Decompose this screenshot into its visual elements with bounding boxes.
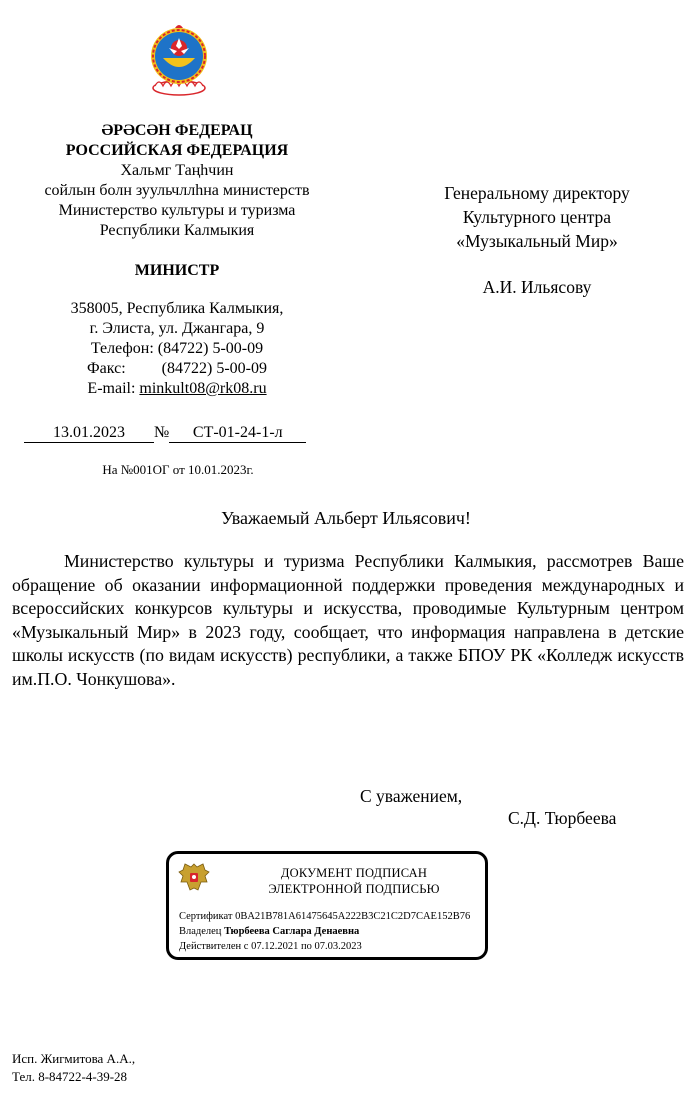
greeting: Уважаемый Альберт Ильясович! — [221, 508, 471, 528]
email-line — [20, 379, 334, 399]
header-role: МИНИСТР — [134, 262, 220, 279]
stamp-certificate-value: 0BA21B781A61475645A222B3C21C2D7CAE152B76 — [235, 911, 471, 922]
stamp-valid-from: 07.12.2021 — [251, 941, 299, 952]
signer-name: С.Д. Тюрбеева — [508, 808, 617, 828]
stamp-certificate-label: Сертификат — [179, 911, 236, 922]
executor-phone: Тел. 8-84722-4-39-28 — [12, 1069, 128, 1084]
header-line-ministry-kalmyk: сойлын болн зуульчллһна министерств — [44, 182, 310, 199]
letter-body — [12, 550, 684, 691]
stamp-owner-label: Владелец — [179, 926, 225, 937]
stamp-certificate — [179, 911, 470, 922]
stamp-title-line-2: ЭЛЕКТРОННОЙ ПОДПИСЬЮ — [268, 882, 440, 896]
header-line-kalmyk-title: Хальмг Таңһчин — [120, 162, 234, 179]
kalmykia-emblem-icon — [145, 22, 213, 98]
reg-number-label: № — [154, 424, 170, 441]
stamp-owner-value: Тюрбеева Саглара Денаевна — [224, 926, 360, 937]
addressee-line-1: Генеральному директору — [444, 183, 630, 203]
fax-value: (84722) 5-00-09 — [161, 360, 267, 377]
address-line-2: г. Элиста, ул. Джангара, 9 — [89, 320, 265, 337]
registration-line — [24, 424, 306, 443]
header-line-ministry: Министерство культуры и туризма — [58, 202, 296, 219]
header-line-republic: Республики Калмыкия — [99, 222, 255, 239]
email-link[interactable]: minkult08@rk08.ru — [139, 380, 267, 397]
fax-line — [20, 359, 334, 379]
header-line-kalmyk-federation: ӘРӘСӘН ФЕДЕРАЦ — [101, 122, 253, 139]
letter-body-paragraph: Министерство культуры и туризма Республики Калмыкия, рассмотрев Ваше обращение об оказании информационной поддержки проведения международных и всероссийских конкурсов культуры и искусства, проводимые Культурным центром «Музыкальный Мир» в 2023 году, сообщает, что информация направлена в детские школы искусств (по видам искусств) республики, а также БПОУ РК «Колледж искусств им.П.О. Чонкушова». — [12, 551, 684, 689]
addressee-line-2: Культурного центра — [462, 207, 612, 227]
stamp-valid-label: Действителен с — [179, 941, 252, 952]
email-label: E-mail: — [87, 380, 140, 397]
executor-name: Исп. Жигмитова А.А., — [12, 1051, 136, 1066]
header-line-russian-federation: РОССИЙСКАЯ ФЕДЕРАЦИЯ — [65, 142, 289, 159]
phone-line: Телефон: (84722) 5-00-09 — [90, 340, 264, 357]
reg-reference: На №001ОГ от 10.01.2023г. — [102, 462, 254, 477]
address-line-1: 358005, Республика Калмыкия, — [70, 300, 284, 317]
closing-regards: С уважением, — [360, 786, 463, 806]
reg-number: СТ-01-24-1-л — [169, 424, 306, 443]
addressee-name: А.И. Ильясову — [482, 277, 592, 297]
stamp-validity — [179, 941, 362, 952]
russian-eagle-icon — [177, 860, 211, 896]
executor-info — [12, 1050, 135, 1086]
stamp-valid-mid: по — [298, 941, 315, 952]
fax-label: Факс: — [87, 360, 126, 377]
addressee-line-3: «Музыкальный Мир» — [456, 231, 618, 251]
reg-date: 13.01.2023 — [24, 424, 154, 443]
stamp-owner — [179, 926, 359, 937]
e-signature-stamp — [166, 851, 488, 960]
stamp-title-line-1: ДОКУМЕНТ ПОДПИСАН — [280, 866, 428, 880]
stamp-valid-to: 07.03.2023 — [314, 941, 362, 952]
